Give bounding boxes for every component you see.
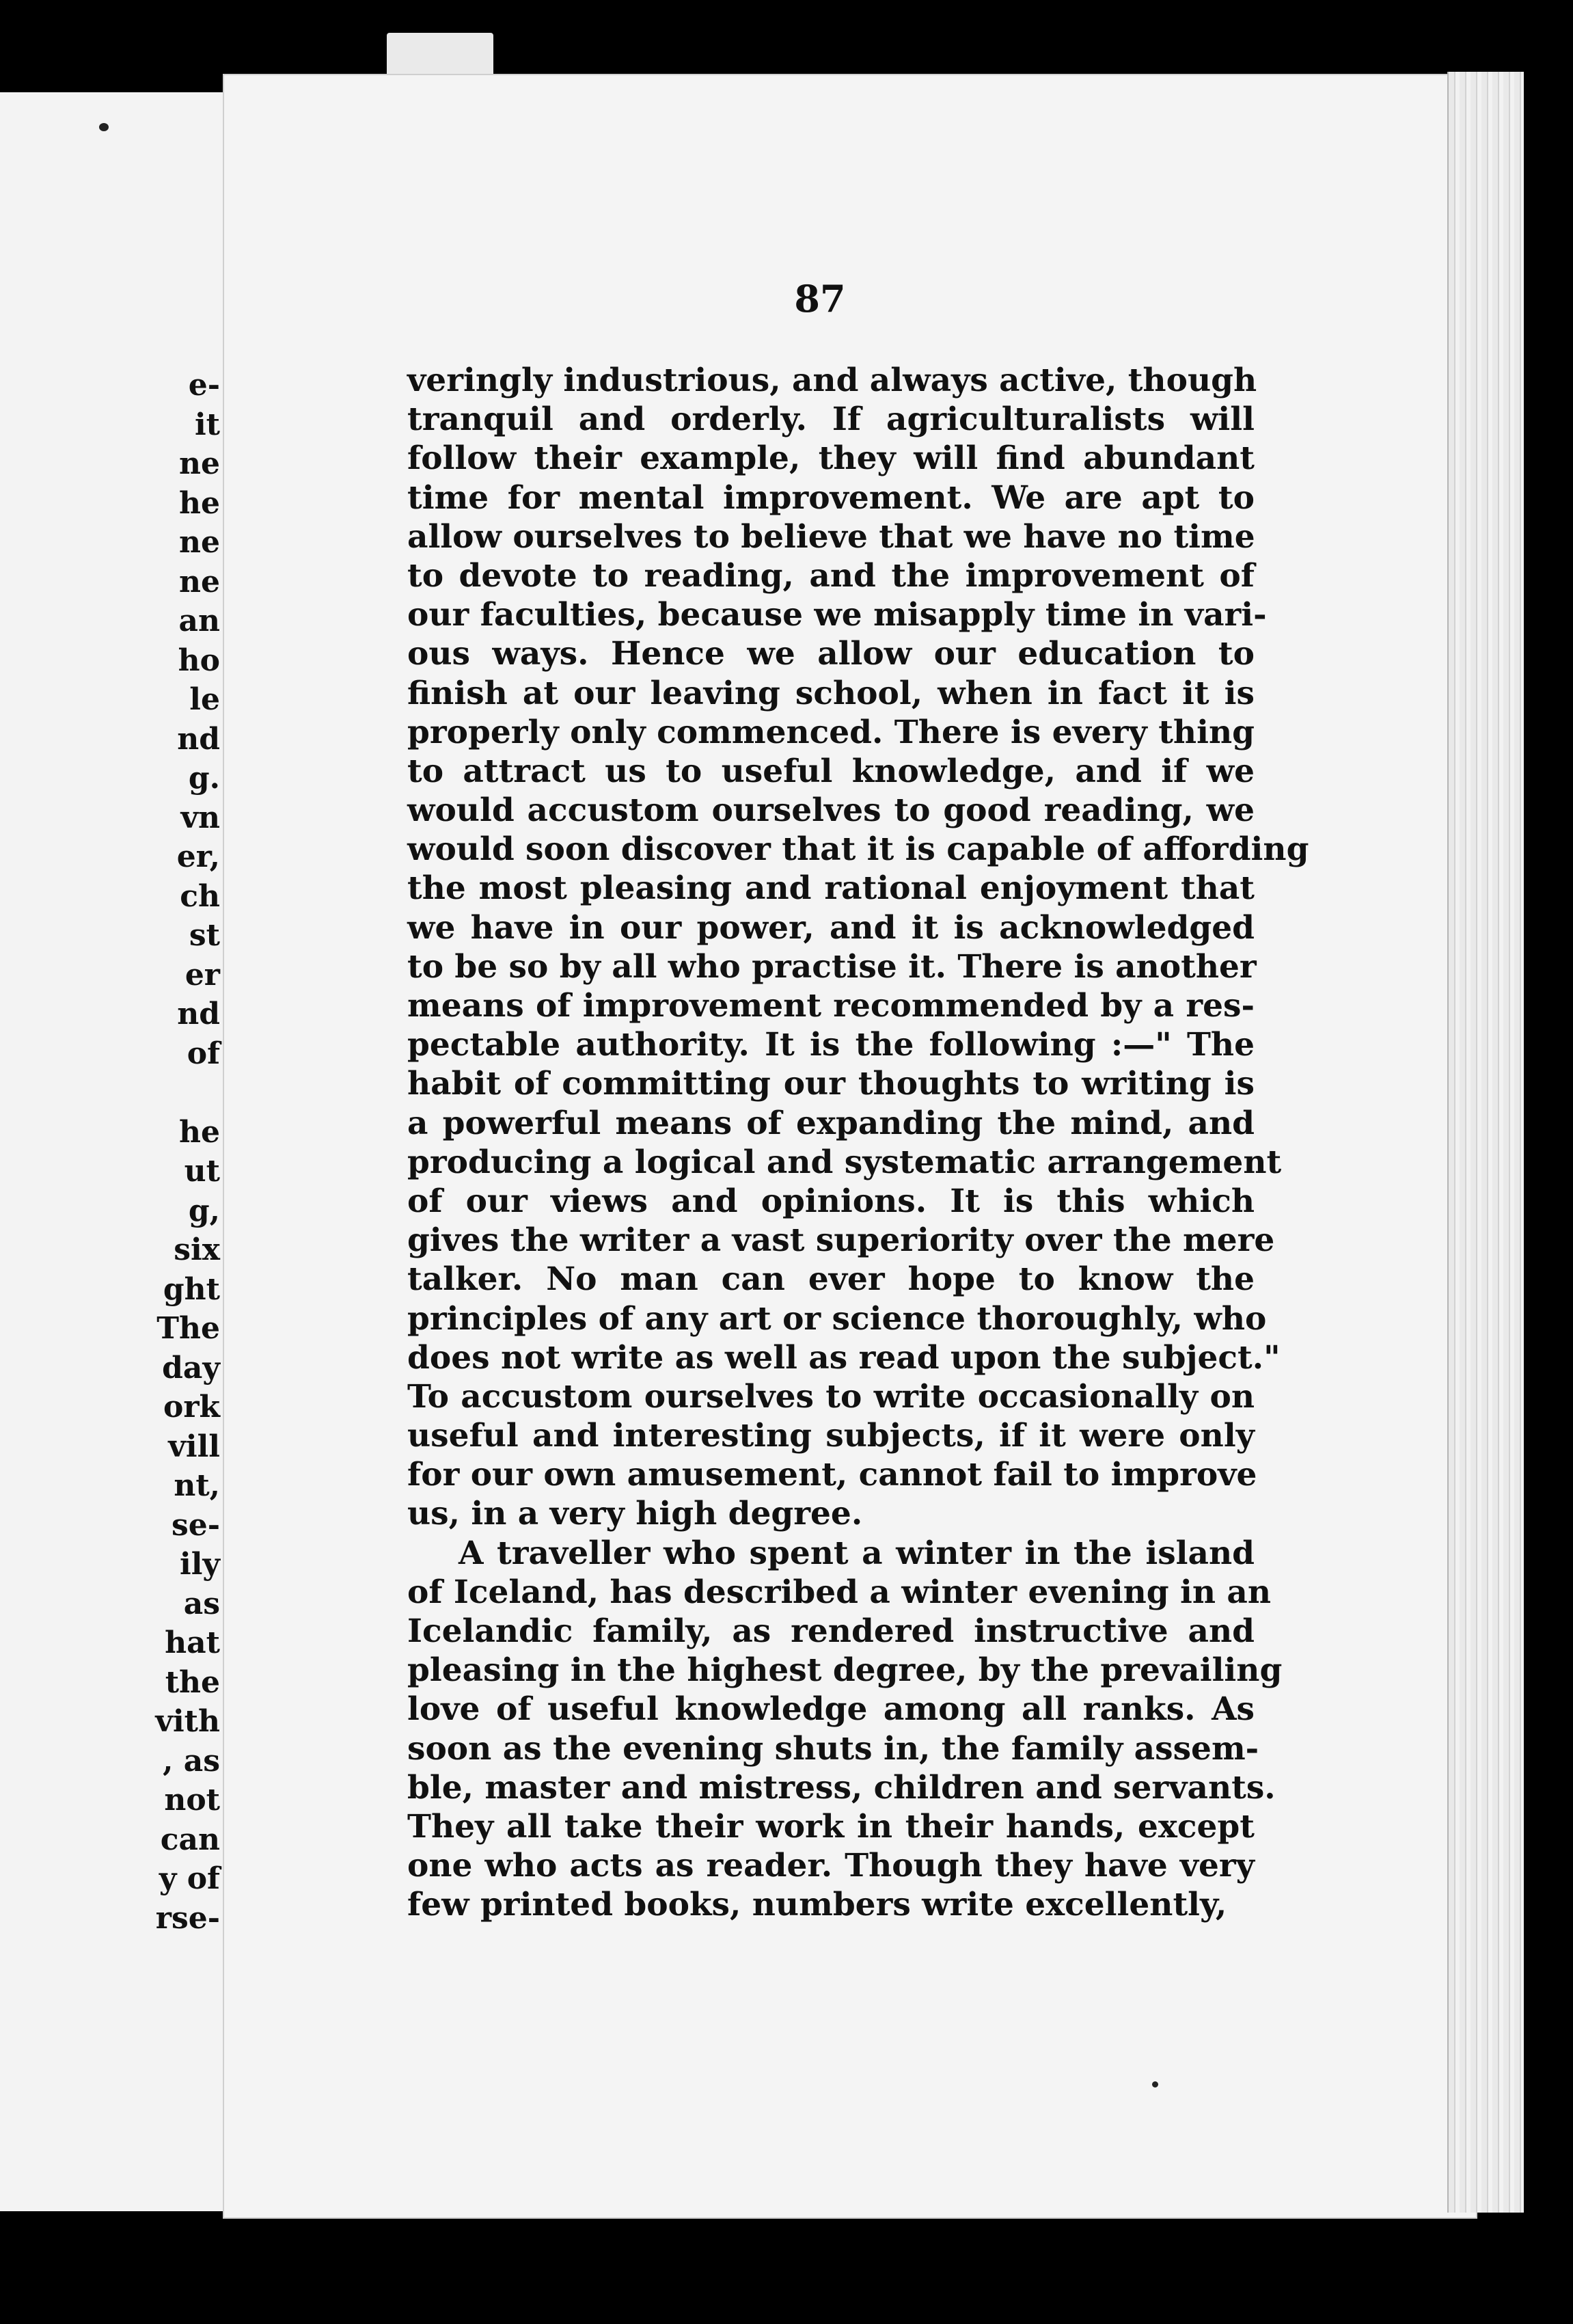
fragment-line: ch: [180, 878, 220, 914]
fragment-line: ne: [179, 446, 220, 481]
fragment-line: st: [189, 918, 220, 953]
text-line: gives the writer a vast superiority over the mere: [407, 1221, 1275, 1260]
fragment-line: g,: [188, 1193, 220, 1228]
text-line: to devote to reading, and the improvement of: [407, 556, 1255, 595]
fragment-line: ily: [180, 1547, 220, 1582]
text-line: A traveller who spent a winter in the island: [459, 1534, 1255, 1572]
text-line: producing a logical and systematic arrangement: [407, 1143, 1282, 1181]
fragment-line: he: [179, 1114, 220, 1150]
fragment-line: se-: [171, 1507, 220, 1543]
fragment-line: ne: [179, 564, 220, 599]
fragment-line: [111, 1073, 220, 1113]
text-line: habit of committing our thoughts to writing is: [407, 1065, 1255, 1103]
text-line: few printed books, numbers write excellently,: [407, 1886, 1227, 1924]
fragment-line: rse-: [155, 1900, 220, 1936]
fragment-line: g.: [188, 761, 220, 796]
fragment-line: er,: [176, 839, 220, 874]
fragment-line: as: [183, 1586, 220, 1621]
fragment-line: of: [187, 1036, 220, 1071]
fragment-line: can: [160, 1822, 220, 1857]
text-line: to be so by all who practise it. There is another: [407, 947, 1257, 986]
text-line: allow ourselves to believe that we have no time: [407, 517, 1255, 556]
fragment-line: it: [194, 407, 220, 442]
fragment-line: nd: [177, 997, 220, 1031]
text-line: us, in a very high degree.: [407, 1495, 863, 1533]
fragment-line: nd: [177, 721, 220, 757]
text-line: soon as the evening shuts in, the family assem-: [407, 1729, 1259, 1768]
text-line: useful and interesting subjects, if it were only: [407, 1417, 1255, 1455]
text-line: to attract us to useful knowledge, and if we: [407, 752, 1255, 790]
text-line: ble, master and mistress, children and servants.: [407, 1768, 1276, 1807]
fragment-line: ho: [178, 643, 220, 678]
text-line: principles of any art or science thoroughly, who: [407, 1299, 1267, 1338]
fragment-line: y of: [159, 1861, 220, 1896]
text-line: finish at our leaving school, when in fact it is: [407, 674, 1255, 712]
fragment-line: er: [184, 957, 220, 992]
fragment-line: le: [189, 682, 220, 717]
page-stack-edge: [1447, 72, 1524, 2213]
text-line: of our views and opinions. It is this which: [407, 1182, 1255, 1220]
fragment-line: hat: [165, 1625, 220, 1660]
fragment-line: vn: [180, 800, 220, 835]
text-line: our faculties, because we misapply time in vari-: [407, 596, 1267, 634]
text-line: time for mental improvement. We are apt to: [407, 478, 1255, 517]
fragment-line: not: [164, 1783, 220, 1818]
text-line: would accustom ourselves to good reading, we: [407, 792, 1255, 830]
fragment-line: an: [178, 604, 220, 638]
text-line: properly only commenced. There is every thing: [407, 713, 1255, 751]
fragment-line: six: [174, 1232, 220, 1267]
text-line: veringly industrious, and always active, though: [407, 362, 1257, 399]
fragment-line: vith: [155, 1704, 220, 1739]
text-line: talker. No man can ever hope to know the: [407, 1260, 1255, 1299]
text-line: To accustom ourselves to write occasionally on: [407, 1377, 1255, 1416]
text-line: They all take their work in their hands, except: [407, 1807, 1255, 1846]
text-line: ous ways. Hence we allow our education to: [407, 635, 1255, 673]
ink-speck: [1152, 2081, 1158, 2087]
fragment-line: nt,: [174, 1468, 220, 1503]
text-line: follow their example, they will find abundant: [407, 440, 1255, 478]
fragment-line: vill: [168, 1429, 220, 1464]
ink-speck: [99, 123, 109, 131]
text-line: the most pleasing and rational enjoyment that: [407, 869, 1255, 908]
text-line: tranquil and orderly. If agriculturalists will: [407, 401, 1255, 439]
text-line: a powerful means of expanding the mind, and: [407, 1104, 1255, 1142]
text-line: we have in our power, and it is acknowledged: [407, 908, 1255, 947]
text-line: does not write as well as read upon the subject.": [407, 1338, 1281, 1377]
fragment-line: ork: [163, 1390, 220, 1424]
text-line: would soon discover that it is capable of affording: [407, 830, 1309, 869]
text-line: means of improvement recommended by a res-: [407, 987, 1255, 1025]
fragment-line: e-: [188, 368, 220, 403]
previous-page-edge: [0, 92, 239, 2211]
text-line: of Iceland, has described a winter evening in an: [407, 1573, 1271, 1611]
fragment-line: , as: [163, 1743, 220, 1779]
fragment-line: day: [162, 1350, 220, 1386]
text-line: love of useful knowledge among all ranks. As: [407, 1690, 1255, 1729]
fragment-line: the: [165, 1664, 220, 1700]
text-line: pleasing in the highest degree, by the prevailing: [407, 1651, 1283, 1690]
fragment-line: ght: [163, 1271, 220, 1307]
previous-page-text-fragments: [111, 366, 220, 1938]
text-line: pectable authority. It is the following :—" The: [407, 1026, 1255, 1064]
fragment-line: he: [179, 485, 220, 521]
text-line: Icelandic family, as rendered instructive and: [407, 1612, 1255, 1650]
text-line: for our own amusement, cannot fail to improve: [407, 1456, 1257, 1494]
fragment-line: ut: [184, 1154, 220, 1189]
fragment-line: ne: [179, 525, 220, 560]
fragment-line: The: [156, 1311, 220, 1346]
page-number: 87: [794, 277, 846, 321]
text-line: one who acts as reader. Though they have very: [407, 1847, 1255, 1885]
body-text: [407, 361, 1309, 1925]
